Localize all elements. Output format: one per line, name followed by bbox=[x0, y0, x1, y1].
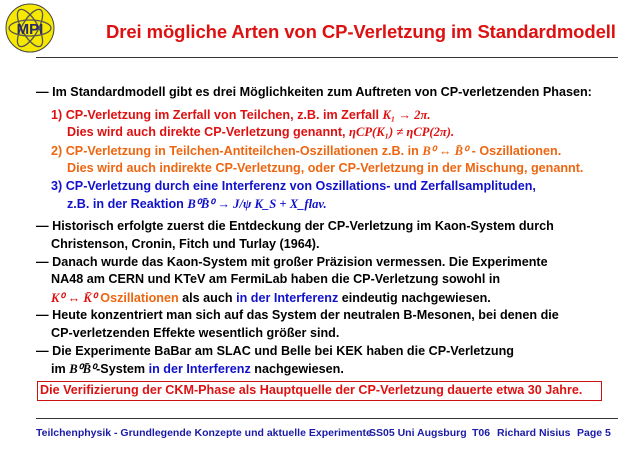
bullet2-line2: NA48 am CERN und KTeV am FermiLab haben die CP-Verletzung sowohl in bbox=[51, 272, 501, 286]
footer-page: Page 5 bbox=[577, 427, 611, 439]
item3-line1: 3) CP-Verletzung durch eine Interferenz von Oszillations- und Zerfallsamplituden, bbox=[51, 179, 536, 193]
footer-author: Richard Nisius bbox=[497, 427, 571, 439]
footer-course: Teilchenphysik - Grundlegende Konzepte und aktuelle Experimente bbox=[36, 427, 372, 439]
item2-line2: Dies wird auch indirekte CP-Verletzung, oder CP-Verletzung in der Mischung, genannt. bbox=[67, 161, 584, 175]
bullet1-line1: — Historisch erfolgte zuerst die Entdeckung der CP-Verletzung im Kaon-System durch bbox=[36, 219, 554, 233]
bullet4-line1: — Die Experimente BaBar am SLAC und Belle bei KEK haben die CP-Verletzung bbox=[36, 344, 514, 358]
bullet2-math: K⁰ ↔ K̄⁰ bbox=[51, 291, 97, 305]
bullet2-line3 bbox=[51, 290, 491, 306]
bullet3-line2: CP-verletzenden Effekte wesentlich größer sind. bbox=[51, 326, 340, 340]
item3-line2 bbox=[67, 196, 327, 212]
bullet2-osc: Oszillationen bbox=[100, 291, 179, 305]
bullet4-system: -System bbox=[96, 362, 146, 376]
bullet4-math: B⁰B̄⁰ bbox=[69, 362, 97, 376]
bullet4-interferenz: in der Interferenz bbox=[148, 362, 251, 376]
item1-math2: ηCP(K₁) ≠ ηCP(2π). bbox=[349, 125, 455, 139]
bullet3-line1: — Heute konzentriert man sich auf das System der neutralen B-Mesonen, bei denen die bbox=[36, 308, 559, 322]
title-divider bbox=[36, 57, 618, 58]
bullet2-interferenz: in der Interferenz bbox=[236, 291, 339, 305]
item3-math: B⁰B̄⁰ → J/ψ K_S + X_flav. bbox=[187, 197, 327, 211]
item1-text: 1) CP-Verletzung im Zerfall von Teilchen, z.B. im Zerfall bbox=[51, 108, 379, 122]
footer-term: SS05 Uni Augsburg bbox=[369, 427, 467, 439]
footer-divider bbox=[36, 418, 618, 419]
mpi-logo bbox=[4, 2, 56, 54]
intro-text: — Im Standardmodell gibt es drei Möglichkeiten zum Auftreten von CP-verletzenden Phasen: bbox=[36, 85, 592, 99]
bullet4-line2 bbox=[51, 361, 344, 377]
highlight-text: Die Verifizierung der CKM-Phase als Hauptquelle der CP-Verletzung dauerte etwa 30 Jahre. bbox=[40, 383, 583, 397]
item1-math: K₁ → 2π. bbox=[382, 108, 431, 122]
item2-line1 bbox=[51, 143, 561, 159]
footer-code: T06 bbox=[472, 427, 491, 439]
item1-line1 bbox=[51, 108, 431, 123]
bullet2-als: als auch bbox=[182, 291, 233, 305]
item2-text-b: - Oszillationen. bbox=[471, 144, 562, 158]
bullet1-line2: Christenson, Cronin, Fitch und Turlay (1964). bbox=[51, 237, 320, 251]
item1-line2 bbox=[67, 125, 454, 140]
logo-text: MPI bbox=[16, 21, 44, 38]
page-title: Drei mögliche Arten von CP-Verletzung im Standardmodell bbox=[106, 21, 616, 42]
bullet4-end: nachgewiesen. bbox=[254, 362, 344, 376]
bullet2-end: eindeutig nachgewiesen. bbox=[341, 291, 491, 305]
item2-math: B⁰ ↔ B̄⁰ bbox=[422, 144, 469, 158]
bullet4-im: im bbox=[51, 362, 66, 376]
item2-text-a: 2) CP-Verletzung in Teilchen-Antiteilchen-Oszillationen z.B. in bbox=[51, 144, 419, 158]
item3-text: z.B. in der Reaktion bbox=[67, 197, 184, 211]
bullet2-line1: — Danach wurde das Kaon-System mit großer Präzision vermessen. Die Experimente bbox=[36, 255, 548, 269]
item1-text2: Dies wird auch direkte CP-Verletzung genannt, bbox=[67, 125, 346, 139]
